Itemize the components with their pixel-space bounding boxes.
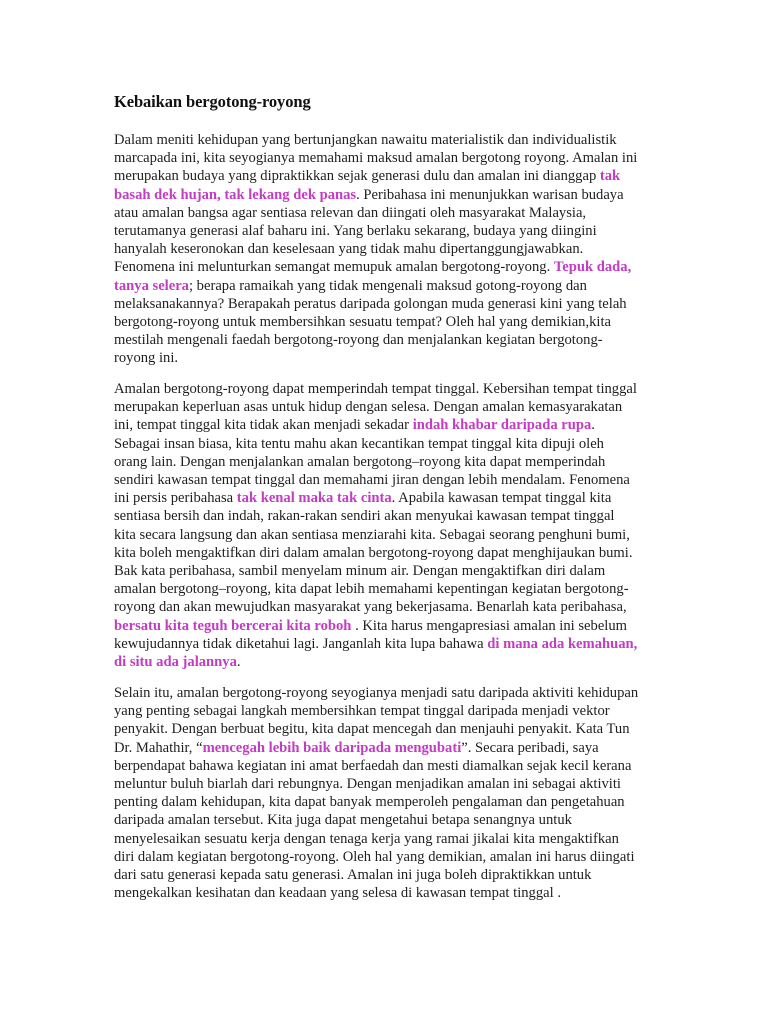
text-line — [114, 435, 637, 453]
text-run: . Apabila kawasan tempat tinggal kita — [391, 490, 612, 507]
paragraph-prevent-disease — [114, 684, 638, 902]
text-line — [114, 331, 637, 349]
text-line — [114, 598, 637, 616]
text-line — [114, 702, 638, 720]
proverb-highlight: di situ ada jalannya — [114, 654, 237, 671]
text-run: sendiri kawasan tempat tinggal dan memahami jiran dengan lebih mendalam. Fenomena — [114, 472, 630, 489]
text-run: diri dalam kegiatan bergotong-royong. Oleh hal yang demikian, amalan ini harus diingati — [114, 848, 635, 865]
text-run: ; berapa ramaikah yang tidak mengenali maksud gotong-royong dan — [188, 277, 587, 294]
paragraph-introduction — [114, 131, 637, 368]
text-line — [114, 526, 637, 544]
text-run: kita boleh mengaktifkan diri dalam amalan bergotong-royong dapat menghijaukan bumi. — [114, 544, 633, 561]
text-run: atau amalan bangsa agar sentiasa relevan dan diingati oleh masyarakat Malaysia, — [114, 204, 587, 221]
text-line — [114, 757, 638, 775]
text-line — [114, 131, 637, 149]
text-run: berpendapat bahawa kegiatan ini amat berfaedah dan mesti diamalkan sejak kecil kerana — [114, 757, 632, 774]
text-line — [114, 149, 637, 167]
text-line — [114, 617, 637, 635]
proverb-highlight: basah dek hujan, tak lekang dek panas — [114, 186, 357, 203]
text-run: ”. Secara peribadi, saya — [461, 739, 599, 756]
text-run: royong ini. — [114, 350, 179, 367]
text-run: melaksanakannya? Berapakah peratus daripada golongan muda generasi kini yang telah — [114, 295, 627, 312]
text-line — [114, 848, 638, 866]
document-title: Kebaikan bergotong-royong — [114, 92, 311, 111]
text-line — [114, 186, 637, 204]
text-line — [114, 204, 637, 222]
text-line — [114, 453, 637, 471]
text-run: . Kita harus mengapresiasi amalan ini sebelum — [351, 617, 628, 634]
text-run: Dalam meniti kehidupan yang bertunjangkan nawaitu materialistik dan individualistik — [114, 132, 617, 148]
text-line — [114, 775, 638, 793]
text-line — [114, 866, 638, 884]
text-run: penyakit. Dengan berbuat begitu, kita dapat mencegah dan menjauhi penyakit. Kata Tun — [114, 721, 630, 738]
text-line — [114, 739, 638, 757]
text-run: dari satu generasi kepada satu generasi. Amalan ini juga boleh dipraktikkan untuk — [114, 867, 592, 884]
text-run: sentiasa bersih dan indah, rakan-rakan sendiri akan menyukai kawasan tempat tinggal — [114, 508, 615, 525]
text-line — [114, 544, 637, 562]
text-run: merupakan keperluan asas untuk hidup dengan selesa. Dengan amalan kemasyarakatan — [114, 399, 623, 416]
text-run: ini, tempat tinggal kita tidak akan menjadi sekadar — [114, 417, 413, 434]
text-run: daripada amalan tersebut. Kita juga dapat mengetahui betapa senangnya untuk — [114, 812, 572, 829]
text-line — [114, 720, 638, 738]
text-run: Sebagai insan biasa, kita tentu mahu akan kecantikan tempat tinggal kita dipuji oleh — [114, 435, 604, 452]
text-run: . — [236, 654, 241, 671]
text-line — [114, 562, 637, 580]
text-run: hanyalah keseronokan dan keselesaan yang tidak mahu dipertanggungjawabkan. — [114, 241, 584, 258]
text-line — [114, 489, 637, 507]
paragraph-beautify-home — [114, 380, 637, 671]
text-run: . Peribahasa ini menunjukkan warisan budaya — [356, 186, 624, 203]
text-run: amalan bergotong–royong, kita dapat lebih memahami kepentingan kegiatan bergotong- — [114, 581, 629, 598]
text-line — [114, 580, 637, 598]
text-run: bergotong-royong untuk membersihkan sesuatu tempat? Oleh hal yang demikian,kita — [114, 314, 612, 331]
text-run: meluntur buluh biarlah dari rebungnya. Dengan menjadikan amalan ini sebagai aktiviti — [114, 776, 621, 793]
text-run: merupakan budaya yang dipraktikkan sejak generasi dulu dan amalan ini dianggap — [114, 168, 600, 185]
text-line — [114, 507, 637, 525]
text-run: Amalan bergotong-royong dapat memperindah tempat tinggal. Kebersihan tempat tinggal — [114, 381, 637, 397]
text-run: penting dalam kehidupan, kita dapat banyak memperoleh pengalaman dan pengetahuan — [114, 794, 625, 811]
text-run: yang penting sebagai langkah membersihkan tempat tinggal daripada menjadi vektor — [114, 703, 610, 720]
text-line — [114, 240, 637, 258]
text-line — [114, 830, 638, 848]
proverb-highlight: Tepuk dada, — [553, 259, 632, 276]
text-line — [114, 349, 637, 367]
proverb-highlight: tanya selera — [114, 277, 189, 294]
proverb-highlight: bersatu kita teguh bercerai kita roboh — [114, 617, 352, 634]
text-line — [114, 684, 638, 702]
text-run: kita secara langsung dan akan sentiasa menziarahi kita. Sebagai seorang penghuni bumi, — [114, 526, 630, 543]
proverb-highlight: tak — [599, 168, 621, 185]
text-run: orang lain. Dengan menjalankan amalan bergotong–royong kita dapat memperindah — [114, 453, 606, 470]
text-run: menyelesaikan sesuatu kerja dengan tenaga kerja yang ramai jikalai kita mengaktifkan — [114, 830, 619, 847]
text-line — [114, 653, 637, 671]
text-line — [114, 471, 637, 489]
text-run: ini persis peribahasa — [114, 490, 237, 507]
text-run: mestilah mengenali faedah bergotong-royong dan menjalankan kegiatan bergotong- — [114, 332, 603, 349]
text-line — [114, 416, 637, 434]
text-run: Bak kata peribahasa, sambil menyelam minum air. Dengan mengaktifkan diri dalam — [114, 563, 606, 580]
text-line — [114, 398, 637, 416]
text-run: Fenomena ini melunturkan semangat memupuk amalan bergotong-royong. — [114, 259, 554, 276]
text-line — [114, 811, 638, 829]
text-run: . — [591, 417, 595, 434]
text-run: terutamanya generasi alaf baharu ini. Yang berlaku sekarang, budaya yang diingini — [114, 223, 597, 240]
text-run: mengekalkan kesihatan dan keadaan yang selesa di kawasan tempat tinggal . — [114, 885, 561, 902]
text-line — [114, 222, 637, 240]
text-line — [114, 380, 637, 398]
text-line — [114, 295, 637, 313]
text-run: marcapada ini, kita seyogianya memahami maksud amalan bergotong royong. Amalan ini — [114, 150, 638, 167]
text-line — [114, 258, 637, 276]
text-line — [114, 313, 637, 331]
text-line — [114, 167, 637, 185]
text-line — [114, 793, 638, 811]
text-line — [114, 277, 637, 295]
text-run: royong dan akan mewujudkan masyarakat yang bekerjasama. Benarlah kata peribahasa, — [114, 599, 627, 616]
proverb-highlight: indah khabar daripada rupa — [412, 417, 592, 434]
text-line — [114, 635, 637, 653]
text-line — [114, 884, 638, 902]
text-run: Selain itu, amalan bergotong-royong seyogianya menjadi satu daripada aktiviti kehidupan — [114, 685, 639, 701]
text-run: Dr. Mahathir, “ — [114, 739, 203, 756]
text-run: kewujudannya tidak diketahui lagi. Janganlah kita lupa bahawa — [114, 635, 488, 652]
proverb-highlight: tak kenal maka tak cinta — [236, 490, 392, 507]
proverb-highlight: di mana ada kemahuan, — [487, 635, 638, 652]
proverb-highlight: mencegah lebih baik daripada mengubati — [202, 739, 462, 756]
